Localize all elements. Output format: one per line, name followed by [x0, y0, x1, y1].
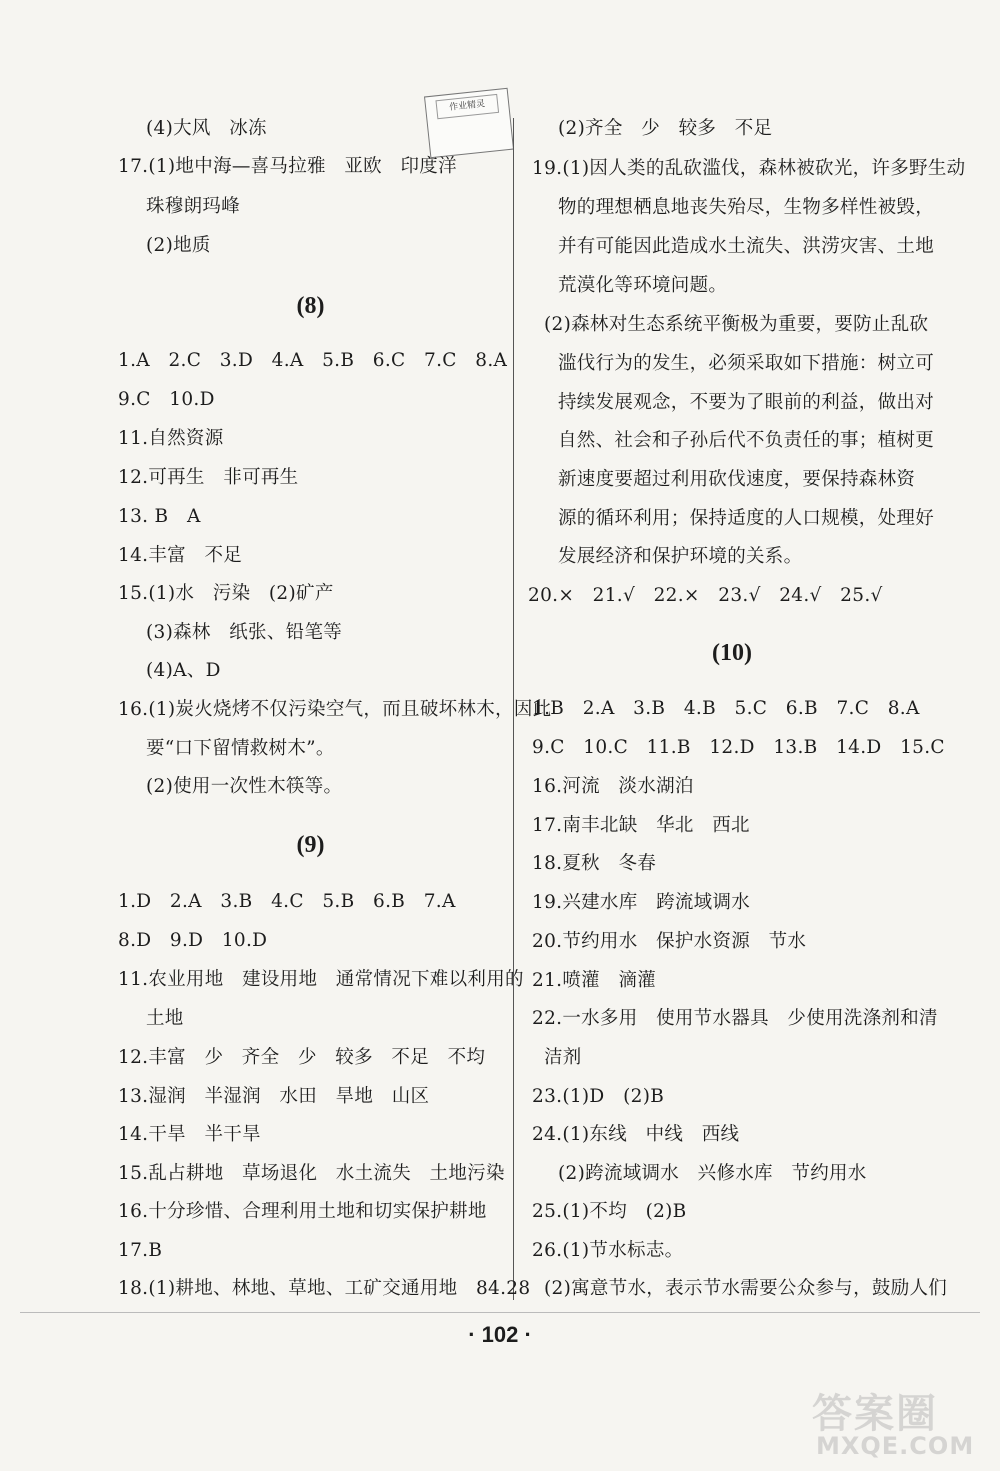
answer-line: 自然、社会和子孙后代不负责任的事；植树更 — [558, 430, 935, 451]
answer-line: 15.乱占耕地 草场退化 水土流失 土地污染 — [118, 1163, 505, 1184]
answer-line: 15.(1)水 污染 (2)矿产 — [118, 583, 334, 604]
section-heading-8: (8) — [296, 293, 325, 319]
answer-line: 17.(1)地中海—喜马拉雅 亚欧 印度洋 — [118, 156, 457, 177]
answer-line: 17.B — [118, 1240, 163, 1261]
answer-line: 要“口下留情救树木”。 — [146, 738, 335, 759]
answer-line: 新速度要超过利用砍伐速度，要保持森林资 — [558, 469, 916, 490]
answer-line: (2)寓意节水，表示节水需要公众参与，鼓励人们 — [544, 1278, 948, 1299]
answer-line: 19.(1)因人类的乱砍滥伐，森林被砍光，许多野生动 — [532, 158, 966, 179]
stamp-logo — [424, 88, 514, 158]
answer-line: 26.(1)节水标志。 — [532, 1240, 684, 1261]
answer-line: (2)森林对生态系统平衡极为重要，要防止乱砍 — [544, 314, 929, 335]
answer-line: 1.D 2.A 3.B 4.C 5.B 6.B 7.A — [118, 891, 456, 912]
answer-line: 18.夏秋 冬春 — [532, 853, 657, 874]
answer-line: 20.节约用水 保护水资源 节水 — [532, 931, 807, 952]
answer-line: 物的理想栖息地丧失殆尽，生物多样性被毁， — [558, 197, 935, 218]
answer-line: 持续发展观念，不要为了眼前的利益，做出对 — [558, 392, 935, 413]
answer-line: 18.(1)耕地、林地、草地、工矿交通用地 84.28 — [118, 1278, 531, 1299]
answer-line: 1.B 2.A 3.B 4.B 5.C 6.B 7.C 8.A — [532, 698, 920, 719]
stamp-inner — [435, 94, 499, 119]
answer-line: 荒漠化等环境问题。 — [558, 275, 728, 296]
answer-line: (2)跨流域调水 兴修水库 节约用水 — [558, 1163, 867, 1184]
answer-line: (3)森林 纸张、铅笔等 — [146, 622, 343, 643]
answer-line: 洁剂 — [544, 1047, 582, 1068]
answer-line: 17.南丰北缺 华北 西北 — [532, 815, 750, 836]
section-heading-9: (9) — [296, 832, 325, 858]
answer-line: 22.一水多用 使用节水器具 少使用洗涤剂和清 — [532, 1008, 938, 1029]
answer-line: 土地 — [146, 1008, 184, 1029]
answer-line: 8.D 9.D 10.D — [118, 930, 268, 951]
watermark-logo — [812, 1378, 982, 1462]
answer-line: 14.丰富 不足 — [118, 545, 243, 566]
answer-line: 14.干旱 半干旱 — [118, 1124, 261, 1145]
answer-line: 12.丰富 少 齐全 少 较多 不足 不均 — [118, 1047, 486, 1068]
answer-line: 滥伐行为的发生，必须采取如下措施：树立可 — [558, 353, 935, 374]
answer-line: 12.可再生 非可再生 — [118, 467, 299, 488]
answer-line: 珠穆朗玛峰 — [146, 196, 241, 217]
answer-line: 23.(1)D (2)B — [532, 1086, 665, 1107]
watermark-glyphs: 答案圈 — [812, 1391, 938, 1437]
answer-line: 25.(1)不均 (2)B — [532, 1201, 687, 1222]
answer-line: 9.C 10.D — [118, 389, 215, 410]
answer-line: (4)大风 冰冻 — [146, 118, 267, 139]
answer-line: 9.C 10.C 11.B 12.D 13.B 14.D 15.C — [532, 737, 945, 758]
answer-line: 19.兴建水库 跨流域调水 — [532, 892, 751, 913]
watermark-domain: MXQE.COM — [816, 1432, 975, 1460]
answer-line: 1.A 2.C 3.D 4.A 5.B 6.C 7.C 8.A — [118, 350, 508, 371]
footer-rule — [20, 1312, 980, 1313]
answer-line: 16.十分珍惜、合理利用土地和切实保护耕地 — [118, 1201, 487, 1222]
stamp-text: 作业精灵 — [448, 99, 486, 113]
answer-line: 源的循环利用；保持适度的人口规模，处理好 — [558, 508, 935, 529]
answer-line: 13. B A — [118, 506, 201, 527]
answer-line: 16.(1)炭火烧烤不仅污染空气，而且破坏林木，因此 — [118, 699, 552, 720]
answer-line: (2)使用一次性木筷等。 — [146, 776, 343, 797]
answer-line: 20.× 21.√ 22.× 23.√ 24.√ 25.√ — [528, 585, 883, 606]
answer-line: 发展经济和保护环境的关系。 — [558, 546, 803, 567]
answer-line: (2)齐全 少 较多 不足 — [558, 118, 773, 139]
answer-line: 21.喷灌 滴灌 — [532, 970, 657, 991]
answer-line: 11.农业用地 建设用地 通常情况下难以利用的 — [118, 969, 524, 990]
answer-line: (2)地质 — [146, 235, 211, 256]
page-number: · 102 · — [468, 1322, 532, 1347]
answer-line: 并有可能因此造成水土流失、洪涝灾害、土地 — [558, 236, 935, 257]
answer-line: (4)A、D — [146, 660, 221, 681]
answer-line: 16.河流 淡水湖泊 — [532, 776, 694, 797]
section-heading-10: (10) — [712, 640, 752, 666]
answer-line: 11.自然资源 — [118, 428, 224, 449]
answer-line: 13.湿润 半湿润 水田 旱地 山区 — [118, 1086, 430, 1107]
answer-line: 24.(1)东线 中线 西线 — [532, 1124, 740, 1145]
